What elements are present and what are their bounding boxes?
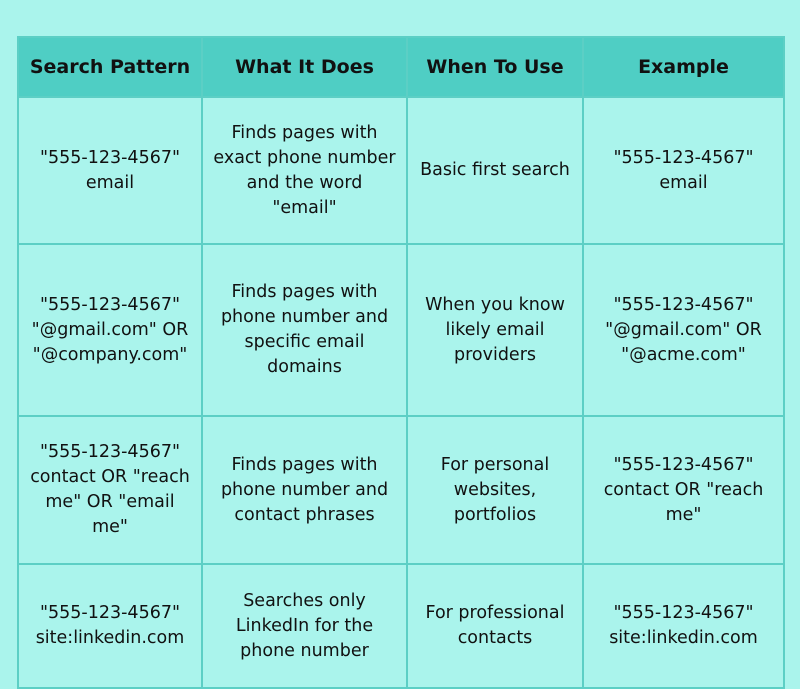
cell-search-pattern <box>18 244 202 416</box>
cell-text: "555-123-4567" site:linkedin.com <box>609 603 758 648</box>
cell-example <box>583 244 784 416</box>
cell-example <box>583 416 784 564</box>
cell-text: Searches only LinkedIn for the phone number <box>235 590 374 661</box>
header-what-it-does: What It Does <box>202 37 407 97</box>
cell-text: For professional contacts <box>425 603 565 648</box>
cell-what-it-does <box>202 97 407 244</box>
cell-text: "555-123-4567" "@gmail.com" OR "@company.com" <box>31 294 189 365</box>
cell-text: For personal websites, portfolios <box>440 454 550 525</box>
cell-text: "555-123-4567" email <box>39 147 181 193</box>
cell-text: "555-123-4567" "@gmail.com" OR "@acme.com" <box>605 294 762 365</box>
header-example: Example <box>583 37 784 97</box>
cell-text: When you know likely email providers <box>425 294 565 365</box>
search-patterns-table-container <box>17 36 783 661</box>
cell-search-pattern <box>18 97 202 244</box>
table-header-row <box>18 37 784 97</box>
table-row <box>18 564 784 688</box>
header-when-to-use: When To Use <box>407 37 583 97</box>
cell-text: Finds pages with phone number and contact phrases <box>220 454 389 525</box>
table-row <box>18 416 784 564</box>
cell-text: Basic first search <box>420 160 570 180</box>
cell-what-it-does <box>202 564 407 688</box>
cell-text: "555-123-4567" contact OR "reach me" <box>603 454 764 525</box>
cell-search-pattern <box>18 416 202 564</box>
cell-text: "555-123-4567" site:linkedin.com <box>35 603 185 648</box>
cell-example <box>583 564 784 688</box>
search-patterns-table <box>17 36 785 689</box>
cell-text: "555-123-4567" email <box>613 147 754 193</box>
cell-text: "555-123-4567" contact OR "reach me" OR "email me" <box>30 442 190 537</box>
header-search-pattern: Search Pattern <box>18 37 202 97</box>
cell-when-to-use <box>407 244 583 416</box>
cell-text: Finds pages with phone number and specific email domains <box>220 282 389 377</box>
cell-search-pattern <box>18 564 202 688</box>
table-row <box>18 244 784 416</box>
cell-what-it-does <box>202 244 407 416</box>
cell-when-to-use <box>407 416 583 564</box>
cell-when-to-use <box>407 564 583 688</box>
cell-example <box>583 97 784 244</box>
table-row <box>18 97 784 244</box>
cell-what-it-does <box>202 416 407 564</box>
cell-when-to-use <box>407 97 583 244</box>
cell-text: Finds pages with exact phone number and the word "email" <box>213 122 396 218</box>
